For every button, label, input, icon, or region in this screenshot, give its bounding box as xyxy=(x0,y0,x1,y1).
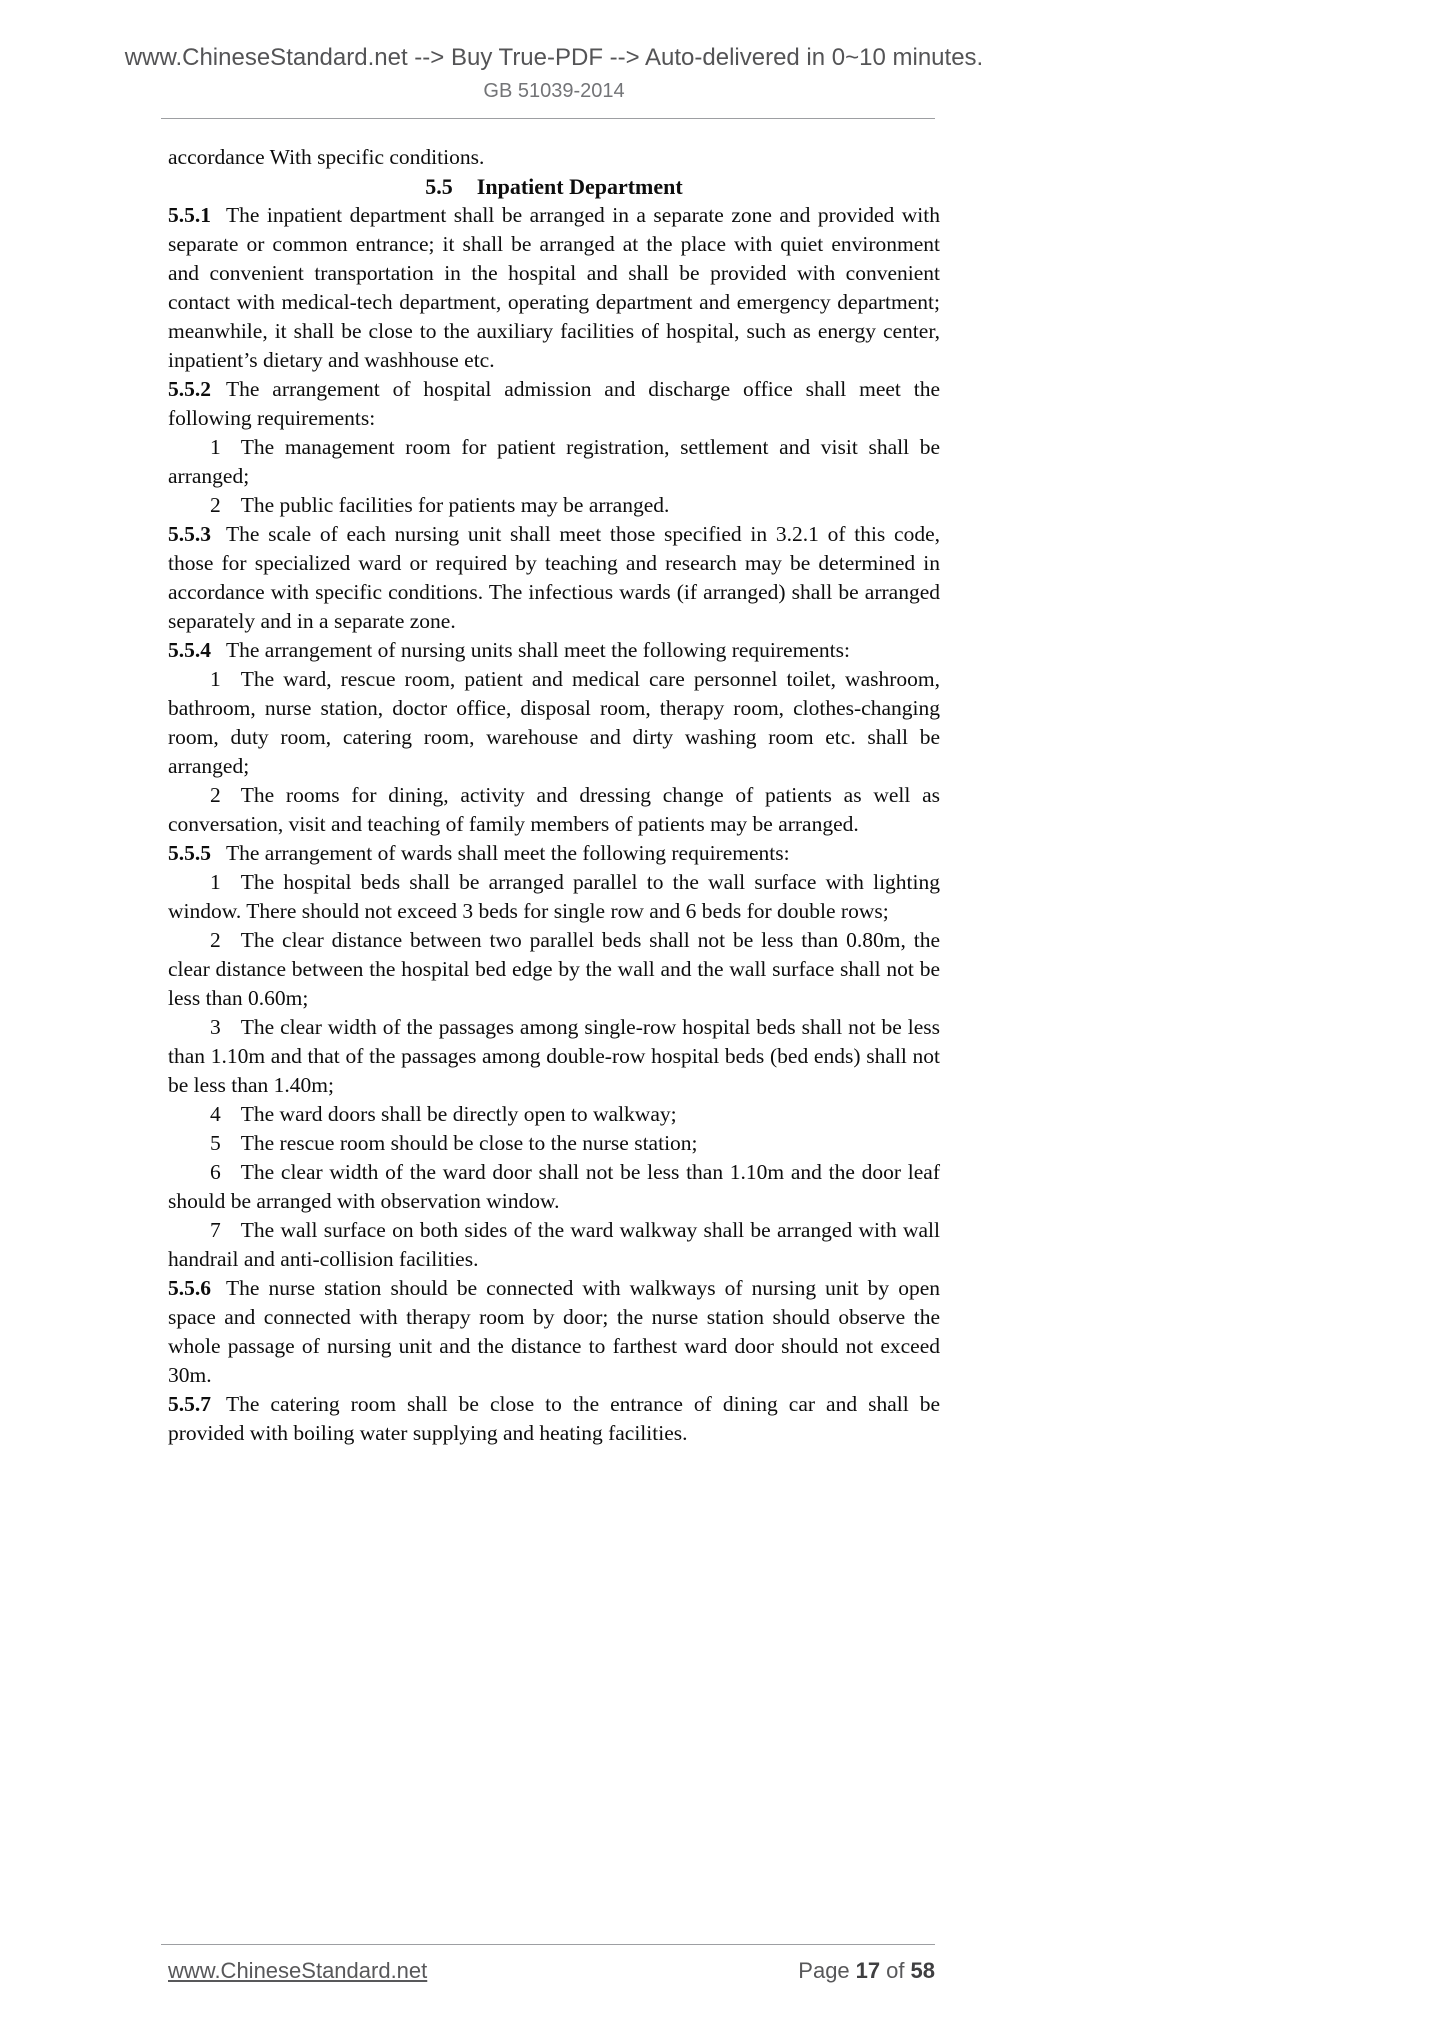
clause-text: The ward, rescue room, patient and medical care personnel toilet, washroom, bathroom, nurse station, doctor office, disposal room, therapy room, clothes-changing room, duty room, catering room, warehouse and dirty washing room etc. shall be arranged; xyxy=(168,667,940,778)
clause-list-item xyxy=(168,491,940,520)
clause-list-item xyxy=(168,868,940,926)
clause-paragraph xyxy=(168,201,940,375)
clause-number: 5.5.6 xyxy=(168,1276,211,1300)
clause-number: 7 xyxy=(210,1218,221,1242)
clause-text: The arrangement of nursing units shall meet the following requirements: xyxy=(226,638,850,662)
page-indicator xyxy=(798,1958,935,1984)
document-code: GB 51039-2014 xyxy=(483,80,625,102)
section-heading xyxy=(168,172,940,201)
clause-text: The scale of each nursing unit shall meet those specified in 3.2.1 of this code, those for specialized ward or required by teaching and research may be determined in accordance with specific conditions. The infectious wards (if arranged) shall be arranged separately and in a separate zone. xyxy=(168,522,940,633)
clause-list-item xyxy=(168,781,940,839)
clause-number: 5.5.2 xyxy=(168,377,211,401)
clause-number: 3 xyxy=(210,1015,221,1039)
clause-number: 5.5.4 xyxy=(168,638,211,662)
lead-paragraph: accordance With specific conditions. xyxy=(168,145,485,169)
clause-text: The clear width of the ward door shall not be less than 1.10m and the door leaf should be arranged with observation window. xyxy=(168,1160,940,1213)
footer-site-link[interactable]: www.ChineseStandard.net xyxy=(168,1958,428,1983)
clause-list-item xyxy=(168,665,940,781)
clause-number: 2 xyxy=(210,493,221,517)
clause-text: The arrangement of wards shall meet the following requirements: xyxy=(226,841,790,865)
clause-text: The clear width of the passages among single-row hospital beds shall not be less than 1.10m and that of the passages among double-row hospital beds (bed ends) shall not be less than 1.40m; xyxy=(168,1015,940,1097)
document-body xyxy=(168,143,940,1448)
clause-number: 6 xyxy=(210,1160,221,1184)
clause-list-item xyxy=(168,1216,940,1274)
clause-number: 5.5.3 xyxy=(168,522,211,546)
clause-number: 4 xyxy=(210,1102,221,1126)
clause-paragraph xyxy=(168,839,940,868)
section-title: Inpatient Department xyxy=(476,174,683,199)
clause-text: The rooms for dining, activity and dressing change of patients as well as conversation, visit and teaching of family members of patients may be arranged. xyxy=(168,783,940,836)
page-label: Page xyxy=(798,1958,850,1983)
page-footer xyxy=(168,1958,935,1984)
clause-text: The public facilities for patients may be arranged. xyxy=(240,493,670,517)
clause-number: 5 xyxy=(210,1131,221,1155)
clause-text: The catering room shall be close to the entrance of dining car and shall be provided with boiling water supplying and heating facilities. xyxy=(168,1392,940,1445)
clause-paragraph xyxy=(168,636,940,665)
clause-list-item xyxy=(168,433,940,491)
clause-text: The hospital beds shall be arranged parallel to the wall surface with lighting window. There should not exceed 3 beds for single row and 6 beds for double rows; xyxy=(168,870,940,923)
clause-list-item xyxy=(168,1013,940,1100)
clause-number: 1 xyxy=(210,435,221,459)
clause-text: The management room for patient registration, settlement and visit shall be arranged; xyxy=(168,435,940,488)
clause-number: 2 xyxy=(210,928,221,952)
clause-text: The inpatient department shall be arranged in a separate zone and provided with separate or common entrance; it shall be arranged at the place with quiet environment and convenient transportation in the hospital and shall be provided with convenient contact with medical-tech department, operating department and emergency department; meanwhile, it shall be close to the auxiliary facilities of hospital, such as energy center, inpatient’s dietary and washhouse etc. xyxy=(168,203,940,372)
page-number: 17 xyxy=(855,1958,881,1983)
footer-divider xyxy=(161,1944,935,1945)
page-of-label: of xyxy=(886,1958,905,1983)
header-banner-link[interactable]: www.ChineseStandard.net --> Buy True-PDF --> Auto-delivered in 0~10 minutes. xyxy=(124,44,984,71)
clause-text: The rescue room should be close to the nurse station; xyxy=(240,1131,698,1155)
clause-number: 5.5.7 xyxy=(168,1392,211,1416)
clause-text: The nurse station should be connected with walkways of nursing unit by open space and connected with therapy room by door; the nurse station should observe the whole passage of nursing unit and the distance to farthest ward door should not exceed 30m. xyxy=(168,1276,940,1387)
clause-number: 2 xyxy=(210,783,221,807)
clause-text: The wall surface on both sides of the ward walkway shall be arranged with wall handrail and anti-collision facilities. xyxy=(168,1218,940,1271)
clause-list-item xyxy=(168,926,940,1013)
clause-number: 5.5.1 xyxy=(168,203,211,227)
clause-list-item xyxy=(168,1100,940,1129)
clause-number: 1 xyxy=(210,667,221,691)
clause-paragraph xyxy=(168,1390,940,1448)
header-divider xyxy=(161,118,935,119)
page-total: 58 xyxy=(910,1958,935,1983)
clause-number: 1 xyxy=(210,870,221,894)
clause-paragraph xyxy=(168,520,940,636)
clause-text: The clear distance between two parallel beds shall not be less than 0.80m, the clear distance between the hospital bed edge by the wall and the wall surface shall not be less than 0.60m; xyxy=(168,928,940,1010)
clause-paragraph xyxy=(168,1274,940,1390)
clause-list-item xyxy=(168,1158,940,1216)
section-number: 5.5 xyxy=(425,174,453,199)
clause-list xyxy=(168,201,940,1448)
clause-list-item xyxy=(168,1129,940,1158)
clause-paragraph xyxy=(168,375,940,433)
clause-text: The ward doors shall be directly open to walkway; xyxy=(240,1102,677,1126)
clause-number: 5.5.5 xyxy=(168,841,211,865)
clause-text: The arrangement of hospital admission and discharge office shall meet the following requirements: xyxy=(168,377,940,430)
